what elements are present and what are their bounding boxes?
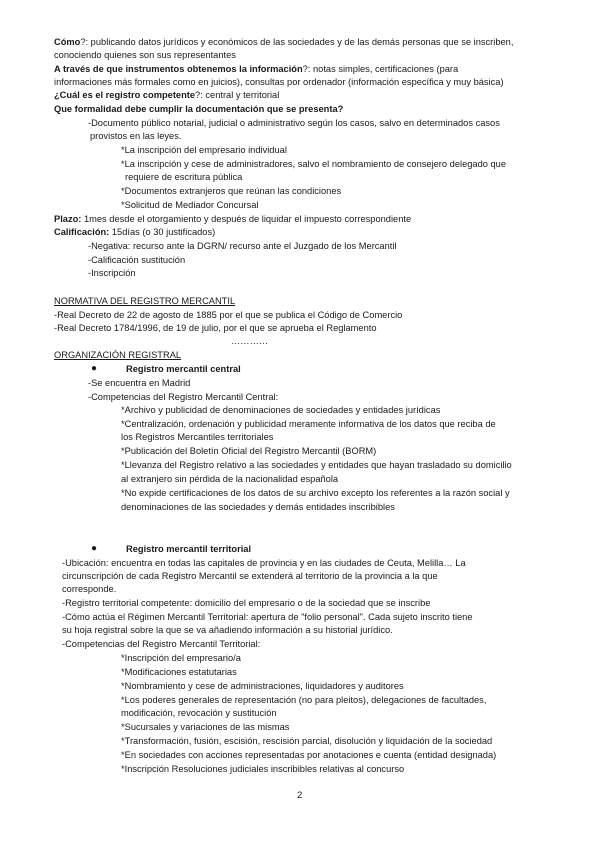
list-item: -Registro territorial competente: domicilio del empresario o de la sociedad que se inscribe xyxy=(62,598,431,608)
cual-line xyxy=(54,90,279,102)
list-item: denominaciones de las sociedades y demás entidades inscribibles xyxy=(121,502,395,512)
list-item: al extranjero sin pérdida de la nacionalidad española xyxy=(121,474,339,484)
list-item: -Ubicación: encuentra en todas las capitales de provincia y en las ciudades de Ceuta, Melilla… La xyxy=(62,558,466,568)
list-item: -Real Decreto 1784/1996, de 19 de julio, por el que se aprueba el Reglamento xyxy=(54,323,377,333)
territorial-title: Registro mercantil territorial xyxy=(126,544,252,554)
list-item: *Inscripción del empresario/a xyxy=(121,653,241,663)
list-item: -Negativa: recurso ante la DGRN/ recurso ante el Juzgado de los Mercantil xyxy=(88,241,397,251)
calificacion-line xyxy=(54,227,215,239)
list-item: *Archivo y publicidad de denominaciones de sociedades y entidades jurídicas xyxy=(121,405,441,415)
list-item: *Solicitud de Mediador Concursal xyxy=(121,200,259,210)
list-item: -Competencias del Registro Mercantil Central: xyxy=(88,392,279,402)
calificacion-label: Calificación: xyxy=(54,227,110,237)
central-title: Registro mercantil central xyxy=(126,364,241,374)
como-line xyxy=(54,37,513,49)
cual-label: ¿Cuál es el registro competente xyxy=(54,90,196,100)
formalidad-doc-line1: -Documento público notarial, judicial o administrativo según los casos, salvo en determinados casos xyxy=(88,118,500,128)
traves-label: A través de que instrumentos obtenemos la información xyxy=(54,64,303,74)
list-item: *Modificaciones estatutarias xyxy=(121,667,237,677)
bullet-icon: ● xyxy=(91,363,98,374)
page-number: 2 xyxy=(297,790,303,801)
list-item: *La inscripción y cese de administradores, salvo el nombramiento de consejero delegado que xyxy=(121,159,507,169)
plazo-text: 1mes desde el otorgamiento y después de liquidar el impuesto correspondiente xyxy=(81,214,412,224)
ellipsis: ………… xyxy=(231,336,269,346)
list-item: -Competencias del Registro Mercantil Territorial: xyxy=(62,639,261,649)
list-item: los Registros Mercantiles territoriales xyxy=(121,432,274,442)
traves-line xyxy=(54,64,458,76)
traves-text: ?: notas simples, certificaciones (para xyxy=(302,64,459,74)
formalidad-doc-line2: provistos en las leyes. xyxy=(90,131,182,141)
calificacion-text: 15días (o 30 justificados) xyxy=(109,227,216,237)
list-item: requiere de escritura pública xyxy=(125,172,243,182)
list-item: *Nombramiento y cese de administraciones, liquidadores y auditores xyxy=(121,681,404,691)
list-item: *Los poderes generales de representación (no para pleitos), delegaciones de facultades, xyxy=(121,695,487,705)
list-item: *En sociedades con acciones representadas por anotaciones e cuenta (entidad designada) xyxy=(121,750,497,760)
list-item: *Llevanza del Registro relativo a las sociedades y entidades que hayan trasladado su domicilio xyxy=(121,460,512,470)
list-item: -Cómo actúa el Régimen Mercantil Territorial: apertura de "folio personal". Cada sujeto inscrito tiene xyxy=(62,612,473,622)
list-item: *Inscripción Resoluciones judiciales inscribibles relativas al concurso xyxy=(121,764,405,774)
bullet-icon: ● xyxy=(91,543,98,554)
list-item: *La inscripción del empresario individual xyxy=(121,145,287,155)
normativa-heading: NORMATIVA DEL REGISTRO MERCANTIL xyxy=(54,296,236,306)
plazo-line xyxy=(54,214,411,226)
formalidad-heading: Que formalidad debe cumplir la documentación que se presenta? xyxy=(54,104,344,114)
list-item: corresponde. xyxy=(62,584,117,594)
list-item: -Calificación sustitución xyxy=(88,255,186,265)
organizacion-heading: ORGANIZACIÓN REGISTRAL xyxy=(54,350,182,360)
list-item: su hoja registral sobre la que se va añadiendo información a su historial jurídico. xyxy=(62,625,393,635)
list-item: -Inscripción xyxy=(88,268,136,278)
como-label: Cómo xyxy=(54,37,81,47)
traves-cont: informaciones más formales como en juicios), consultas por ordenador (información específica y muy básica) xyxy=(54,77,504,87)
list-item: *Centralización, ordenación y publicidad meramente informativa de los datos que reciba de xyxy=(121,419,496,429)
list-item: *Transformación, fusión, escisión, rescisión parcial, disolución y liquidación de la sociedad xyxy=(121,736,493,746)
plazo-label: Plazo: xyxy=(54,214,82,224)
list-item: *No expide certificaciones de los datos de su archivo excepto los referentes a la razón social y xyxy=(121,488,510,498)
list-item: circunscripción de cada Registro Mercantil se extenderá al territorio de la provincia a la que xyxy=(62,571,438,581)
list-item: -Real Decreto de 22 de agosto de 1885 por el que se publica el Código de Comercio xyxy=(54,310,403,320)
list-item: *Documentos extranjeros que reúnan las condiciones xyxy=(121,186,342,196)
como-cont: conociendo quienes son sus representantes xyxy=(54,50,236,60)
list-item: -Se encuentra en Madrid xyxy=(88,378,191,388)
list-item: *Publicación del Boletín Oficial del Registro Mercantil (BORM) xyxy=(121,446,377,456)
como-text: ?: publicando datos jurídicos y económicos de las sociedades y de las demás personas que se inscriben, xyxy=(80,37,514,47)
list-item: modificación, revocación y sustitución xyxy=(121,708,277,718)
cual-text: ?: central y territorial xyxy=(195,90,280,100)
list-item: *Sucursales y variaciones de las mismas xyxy=(121,722,290,732)
